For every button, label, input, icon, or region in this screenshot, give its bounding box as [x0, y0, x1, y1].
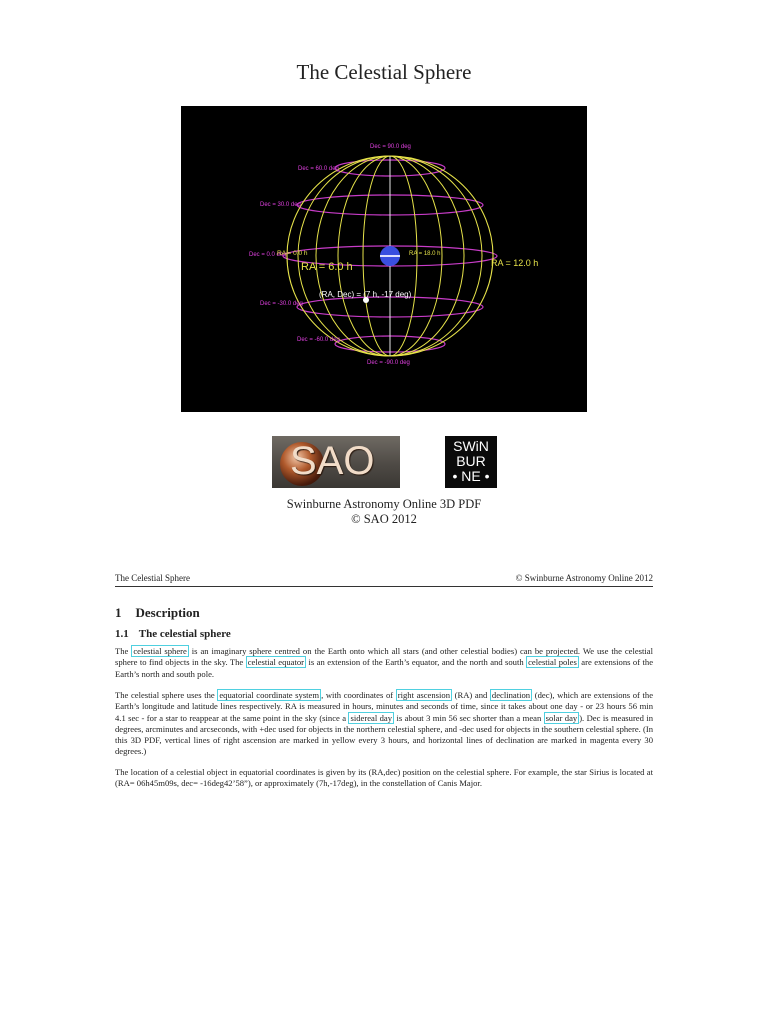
- label-dec-90: Dec = 90.0 deg: [370, 144, 411, 150]
- paragraph-1: [115, 646, 653, 680]
- label-ra-12: RA = 12.0 h: [491, 258, 539, 268]
- label-ra-6: RA = 6.0 h: [301, 261, 353, 273]
- running-header-left: The Celestial Sphere: [115, 573, 190, 583]
- label-dec-m90: Dec = -90.0 deg: [367, 360, 410, 366]
- section-heading: [115, 605, 200, 621]
- subsection-title: The celestial sphere: [138, 628, 231, 640]
- p2-text-3: (RA) and: [452, 690, 490, 700]
- swinburne-logo-line-1: SWiN: [453, 438, 489, 454]
- earth-equator-band: [380, 255, 400, 257]
- label-dec-m30: Dec = -30.0 deg: [260, 301, 303, 307]
- caption-line-1: Swinburne Astronomy Online 3D PDF: [286, 497, 482, 511]
- link-celestial-poles[interactable]: celestial poles: [528, 657, 577, 668]
- subsection-number: 1.1: [115, 628, 129, 640]
- label-star-coords: (RA, Dec) = (7 h, -17 deg): [319, 290, 412, 299]
- label-dec-m60: Dec = -60.0 deg: [297, 337, 340, 343]
- caption-line-2: © SAO 2012: [351, 512, 417, 526]
- link-celestial-sphere[interactable]: celestial sphere: [133, 646, 187, 656]
- link-equatorial-coordinate-system[interactable]: equatorial coordinate system: [219, 690, 320, 700]
- page-title: The Celestial Sphere: [296, 60, 472, 84]
- celestial-sphere-figure[interactable]: [181, 106, 587, 412]
- section-title: Description: [135, 605, 200, 620]
- p2-text-4: (dec), which are extensions of the Earth’s longitude and latitude lines respectively. RA is measured in hours, minutes and seconds of time, since it takes about one day - or 23 hours 56 min 4.1 sec - for a star to reappear at the same point in the sky (since a: [115, 690, 654, 723]
- p2-text-2: , with coordinates of: [321, 690, 396, 700]
- swinburne-logo-line-3: • NE •: [452, 468, 490, 484]
- p2-text-6: ). Dec is measured in degrees, arcminutes and arcseconds, with +dec used for objects in the northern celestial sphere, and -dec used for objects in the southern celestial sphere. (In this 3D PDF, vertical lines of right ascension are marked in yellow every 3 hours, and horizontal lines of declination are marked in magenta every 30 degrees.): [115, 712, 654, 757]
- p1-text-2: is an imaginary sphere centred on the Earth onto which all stars (and other celestial bodies) can be projected. We use the celestial sphere to find objects in the sky. The: [115, 646, 654, 668]
- label-dec-30: Dec = 30.0 deg: [260, 202, 301, 208]
- p2-text-5: is about 3 min 56 sec shorter than a mean: [394, 712, 544, 723]
- label-ra-0: RA = 0.0 h: [277, 250, 308, 257]
- paragraph-3: The location of a celestial object in equatorial coordinates is given by its (RA,dec) position on the celestial sphere. For example, the star Sirius is located at (RA= 06h45m09s, dec= -16deg42’58”), or approximately (7h,-17deg), in the constellation of Canis Major.: [115, 767, 653, 789]
- link-solar-day[interactable]: solar day: [545, 712, 578, 723]
- link-sidereal-day[interactable]: sidereal day: [350, 712, 393, 723]
- p1-text-4: are extensions of the Earth’s north and south pole.: [115, 657, 654, 679]
- p1-text-1: The: [115, 646, 132, 656]
- p2-text-1: The celestial sphere uses the: [115, 690, 218, 700]
- link-declination[interactable]: declination: [491, 690, 531, 700]
- label-dec-0: Dec = 0.0 deg: [249, 252, 287, 258]
- title-caption: [0, 497, 768, 527]
- swinburne-logo-line-2: BUR: [456, 453, 486, 469]
- label-ra-18: RA = 18.0 h: [409, 251, 441, 257]
- running-header: [115, 573, 653, 583]
- swinburne-logo: [445, 436, 497, 488]
- paragraph-2: [115, 690, 653, 758]
- link-right-ascension[interactable]: right ascension: [397, 690, 450, 700]
- subsection-heading: [115, 628, 231, 640]
- link-celestial-equator[interactable]: celestial equator: [247, 657, 305, 668]
- p1-text-3: is an extension of the Earth’s equator, and the north and south: [306, 657, 527, 668]
- celestial-sphere-svg: [181, 106, 587, 412]
- header-rule: [115, 586, 653, 587]
- sao-logo-text: SAO: [290, 439, 375, 483]
- sao-logo: [272, 436, 400, 488]
- label-dec-60: Dec = 60.0 deg: [298, 166, 339, 172]
- section-number: 1: [115, 605, 122, 620]
- running-header-right: © Swinburne Astronomy Online 2012: [515, 573, 653, 583]
